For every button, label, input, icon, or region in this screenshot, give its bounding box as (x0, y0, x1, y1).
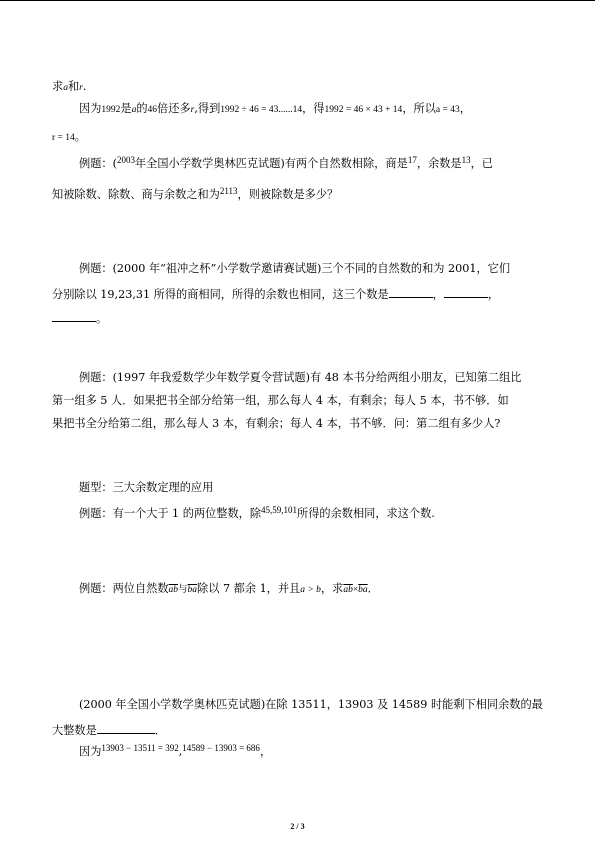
text: 倍还多 (157, 102, 191, 115)
math-var: r (79, 83, 83, 93)
text: 的 (136, 102, 148, 115)
text-line (52, 722, 166, 738)
text: ， (487, 288, 500, 301)
text: 除以 7 都余 1，并且 (197, 582, 301, 595)
math-var: a (63, 83, 68, 93)
text: 分别除以 19,23,31 所得的商相同，所得的余数也相同，这三个数是 (52, 288, 389, 301)
text: 因为 (79, 102, 102, 115)
math-number: 1992 (101, 105, 121, 115)
math-expression: 13903 − 13511 = 392 (101, 743, 179, 753)
math-number: $\overline{ab}$ (168, 585, 179, 595)
math-number: 2113 (219, 186, 238, 196)
text: ， (432, 288, 444, 301)
text: ． (367, 582, 379, 595)
math-expression: r = 14 (52, 133, 75, 143)
math-number: 2003 (116, 155, 135, 165)
math-number: $\overline{ba}$ (187, 585, 198, 595)
math-var: a (131, 105, 137, 115)
text: 和 (67, 80, 80, 93)
math-expression: a = 43 (435, 105, 460, 115)
math-var: r (190, 105, 195, 115)
math-number: $\overline{ba}$ (358, 585, 368, 595)
math-number: 46 (147, 105, 158, 115)
text: ， (459, 102, 471, 115)
text: 例题：( (79, 157, 117, 170)
header-rule (0, 0, 595, 1)
text-line: 第一组多 5 人．如果把书全部分给第一组，那么每人 4 本，有剩余；每人 5 本，书不够．如 (52, 394, 509, 407)
text: 知被除数、除数、商与余数之和为 (52, 188, 220, 201)
text: 。 (74, 130, 86, 143)
text: 所得的余数相同，求这个数. (297, 507, 435, 520)
text-line (52, 80, 86, 95)
math-expression: 14589 − 13903 = 686 (182, 743, 260, 753)
answer-blank (52, 310, 96, 322)
text-line (52, 130, 86, 145)
text: , (178, 745, 183, 758)
text: 例题：两位自然数 (79, 582, 169, 595)
text-line: 例题：(1997 年我爱数学少年数学夏令营试题)有 48 本书分给两组小朋友，已知第二组比 (79, 371, 522, 384)
text-line (79, 582, 379, 597)
text: 与 (178, 584, 188, 595)
math-operator: × (352, 585, 359, 595)
text: ，已 (470, 157, 493, 170)
math-number: 17 (407, 155, 417, 165)
text: 大整数是 (52, 724, 97, 737)
text-line (79, 507, 435, 521)
text-line: 果把书全分给第二组，那么每人 3 本，有剩余；每人 4 本，书不够．问：第二组有多少人? (52, 417, 501, 430)
math-number: $\overline{ab}$ (343, 585, 353, 595)
text: 因为 (79, 745, 102, 758)
text-line (52, 310, 107, 326)
answer-blank (444, 286, 488, 298)
text: ，则被除数是多少？ (237, 188, 339, 201)
text-line (52, 188, 338, 202)
math-expression: 1992 = 46 × 43 + 14 (324, 105, 403, 115)
text: ,得到 (194, 102, 221, 115)
text-line: 例题：(2000 年“祖冲之杯”小学数学邀请赛试题)三个不同的自然数的和为 2001，它们 (79, 262, 511, 275)
text: . (82, 80, 87, 93)
math-number: 13 (461, 155, 471, 165)
math-expression: 1992 ÷ 46 = 43......14 (220, 105, 303, 115)
text: 是 (120, 102, 132, 115)
text-line (52, 286, 499, 302)
text: 年全国小学数学奥林匹克试题)有两个自然数相除，商是 (134, 157, 408, 170)
text: ， (259, 745, 272, 758)
text: 。 (96, 312, 108, 325)
answer-blank (97, 722, 155, 734)
text: ，得 (302, 102, 325, 115)
text: ，余数是 (416, 157, 462, 170)
answer-blank (389, 286, 433, 298)
text: ． (154, 724, 166, 737)
math-number: 45,59,101 (261, 505, 298, 515)
page-number: 2 / 3 (290, 822, 305, 831)
text: ，所以 (402, 102, 436, 115)
topic-heading: 题型：三大余数定理的应用 (79, 481, 214, 494)
text: ，求 (320, 582, 344, 595)
text-line (79, 157, 493, 171)
text: 求 (52, 80, 64, 93)
text-line (79, 745, 271, 759)
text-line: (2000 年全国小学数学奥林匹克试题)在除 13511，13903 及 14589 时能剩下相同余数的最 (79, 698, 543, 711)
math-expression: a > b (300, 585, 321, 595)
text-line (79, 102, 471, 117)
text: 例题：有一个大于 1 的两位整数，除 (79, 507, 262, 520)
